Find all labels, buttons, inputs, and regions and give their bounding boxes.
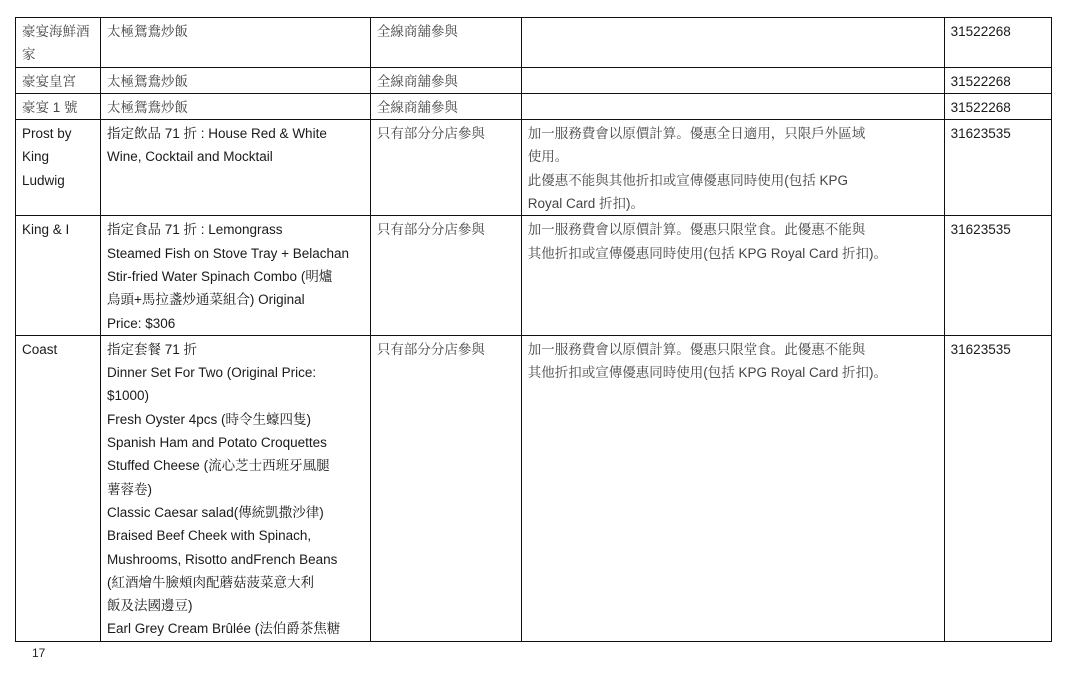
table-row bbox=[16, 18, 1052, 68]
offer-line: Steamed Fish on Stove Tray + Belachan bbox=[107, 245, 350, 261]
offer-cell bbox=[101, 93, 371, 119]
offer-line: 太極鴛鴦炒飯 bbox=[107, 99, 188, 115]
restaurant-cell bbox=[16, 216, 101, 335]
branches-text: 只有部分分店參與 bbox=[376, 341, 485, 357]
phone-cell bbox=[944, 120, 1051, 216]
phone-number: 31623535 bbox=[950, 126, 1011, 142]
branches-text: 全線商舖參與 bbox=[376, 24, 458, 39]
offer-cell bbox=[101, 67, 371, 93]
offer-line: Dinner Set For Two (Original Price: bbox=[107, 365, 317, 381]
branches-cell bbox=[370, 67, 521, 93]
restaurant-name: 豪宴 1 號 bbox=[22, 99, 78, 115]
table-row bbox=[16, 335, 1052, 641]
phone-cell bbox=[944, 335, 1051, 641]
branches-cell bbox=[370, 216, 521, 335]
offer-line: Classic Caesar salad(傳統凱撒沙律) bbox=[107, 504, 324, 520]
branches-text: 只有部分分店參與 bbox=[376, 222, 485, 238]
offer-line: 烏頭+馬拉盞炒通菜組合) Original bbox=[107, 292, 305, 308]
restaurant-cell bbox=[16, 120, 101, 216]
remarks-line: 使用。 bbox=[527, 149, 569, 165]
offer-line: Stir-fried Water Spinach Combo (明爐 bbox=[107, 268, 333, 284]
page-number: 17 bbox=[32, 646, 46, 660]
branches-cell bbox=[370, 120, 521, 216]
offer-line: Braised Beef Cheek with Spinach, bbox=[107, 528, 312, 544]
restaurant-name: Prost by King Ludwig bbox=[22, 126, 72, 188]
phone-number: 31623535 bbox=[950, 222, 1011, 238]
phone-number: 31623535 bbox=[950, 341, 1011, 357]
offer-cell bbox=[101, 216, 371, 335]
restaurant-cell bbox=[16, 93, 101, 119]
branches-cell bbox=[370, 93, 521, 119]
offer-line: Spanish Ham and Potato Croquettes bbox=[107, 435, 327, 451]
offer-line: (紅酒燴牛臉頰肉配蘑菇菠菜意大利 bbox=[107, 574, 314, 590]
remarks-line: 加一服務費會以原價計算。優惠只限堂食。此優惠不能與 bbox=[527, 222, 866, 238]
remarks-cell bbox=[521, 67, 944, 93]
offer-line: 太極鴛鴦炒飯 bbox=[107, 24, 188, 39]
branches-cell bbox=[370, 18, 521, 68]
restaurant-name: 豪宴海鮮酒家 bbox=[22, 24, 90, 63]
remarks-line: 其他折扣或宣傳優惠同時使用(包括 KPG Royal Card 折扣)。 bbox=[527, 245, 888, 261]
remarks-cell bbox=[521, 18, 944, 68]
table-row bbox=[16, 216, 1052, 335]
restaurant-cell bbox=[16, 335, 101, 641]
remarks-cell bbox=[521, 216, 944, 335]
offer-cell bbox=[101, 335, 371, 641]
offer-line: 指定飲品 71 折 : House Red & White bbox=[107, 126, 327, 142]
restaurant-cell bbox=[16, 67, 101, 93]
offer-line: Price: $306 bbox=[107, 315, 176, 331]
restaurant-name: King & I bbox=[22, 222, 70, 238]
table-row bbox=[16, 67, 1052, 93]
restaurant-cell bbox=[16, 18, 101, 68]
branches-text: 全線商舖參與 bbox=[376, 99, 458, 115]
phone-cell bbox=[944, 67, 1051, 93]
offer-cell bbox=[101, 18, 371, 68]
remarks-cell bbox=[521, 93, 944, 119]
offer-line: Fresh Oyster 4pcs (時令生蠔四隻) bbox=[107, 411, 312, 427]
restaurant-name: 豪宴皇宮 bbox=[22, 73, 76, 89]
offer-line: Stuffed Cheese (流心芝士西班牙風腿 bbox=[107, 458, 330, 474]
remarks-line: 此優惠不能與其他折扣或宣傳優惠同時使用(包括 KPG bbox=[527, 172, 849, 188]
table-row bbox=[16, 120, 1052, 216]
phone-number: 31522268 bbox=[950, 24, 1011, 39]
phone-cell bbox=[944, 216, 1051, 335]
branches-text: 只有部分分店參與 bbox=[376, 126, 485, 142]
table-row bbox=[16, 93, 1052, 119]
offer-line: Earl Grey Cream Brûlée (法伯爵茶焦糖 bbox=[107, 621, 341, 637]
offer-line: Wine, Cocktail and Mocktail bbox=[107, 149, 273, 165]
remarks-line: 加一服務費會以原價計算。優惠只限堂食。此優惠不能與 bbox=[527, 341, 866, 357]
remarks-cell bbox=[521, 335, 944, 641]
offer-line: 指定套餐 71 折 bbox=[107, 341, 198, 357]
offer-line: 太極鴛鴦炒飯 bbox=[107, 73, 188, 89]
offers-table bbox=[15, 17, 1052, 642]
offer-line: Mushrooms, Risotto andFrench Beans bbox=[107, 551, 338, 567]
remarks-cell bbox=[521, 120, 944, 216]
phone-number: 31522268 bbox=[950, 73, 1011, 89]
phone-cell bbox=[944, 93, 1051, 119]
offer-line: 指定食品 71 折 : Lemongrass bbox=[107, 222, 283, 238]
phone-number: 31522268 bbox=[950, 99, 1011, 115]
offer-line: 薯蓉卷) bbox=[107, 481, 152, 497]
offer-line: $1000) bbox=[107, 388, 150, 404]
branches-text: 全線商舖參與 bbox=[376, 73, 458, 89]
offer-line: 飯及法國邊豆) bbox=[107, 598, 193, 614]
remarks-line: 加一服務費會以原價計算。優惠全日適用，只限戶外區域 bbox=[527, 126, 866, 142]
phone-cell bbox=[944, 18, 1051, 68]
offer-cell bbox=[101, 120, 371, 216]
restaurant-name: Coast bbox=[22, 341, 58, 357]
branches-cell bbox=[370, 335, 521, 641]
remarks-line: 其他折扣或宣傳優惠同時使用(包括 KPG Royal Card 折扣)。 bbox=[527, 365, 888, 381]
remarks-line: Royal Card 折扣)。 bbox=[527, 196, 645, 212]
